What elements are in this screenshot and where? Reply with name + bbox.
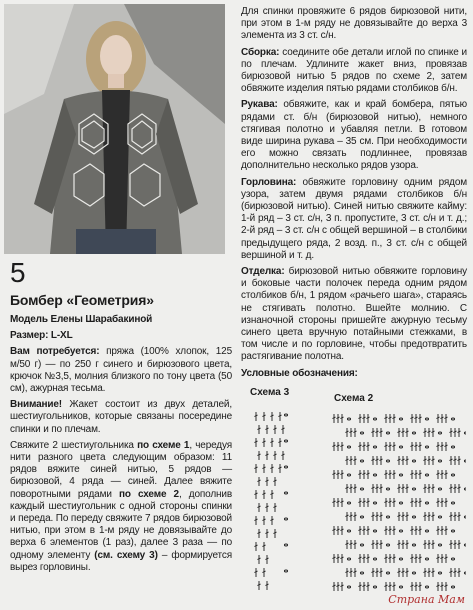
finishing-text: бирюзовой нитью обвяжите горловину и боковые части полочек переда одним рядом столбиков б/н, 1 рядом «рачьего шага», стараясь не стягивать полотно. Вшейте молнию. С изнаночной стороны пришейте ажурную тесьму синего цвета вручную потайными стежками, в том числе и по горловине, чтобы предотвратить растягивание полотна. (241, 266, 467, 363)
legend-heading: Условные обозначения: (241, 367, 358, 379)
woman-in-crochet-bomber-image (4, 4, 225, 254)
neckline-text: обвяжите горловину одним рядом узора, затем двумя рядами столбиков б/н (бирюзовой нитью). Синей нитью свяжите кайму: 1-й ряд – 3 ст. с/н, 3 п. пропустите, 3 ст. с/н и т. д.; 2-й ряд – 3 ст. с/н с общей вершиной – в столбики предыдущего ряда, 2 возд. п., 3 ст. с/н с общей вершиной и т. д. (241, 176, 467, 261)
scheme1-ref: по схеме 1 (137, 439, 190, 451)
model-author: Модель Елены Шарабакиной (10, 314, 153, 325)
assembly-label: Сборка: (241, 46, 280, 58)
sleeves-text: обвяжите, как и край бомбера, пятью рядами ст. б/н (бирюзовой нитью), немного стягивая полотно и убавляя петли. В готовом виде ширина рукава – 35 см. При необходимости его можно связать подлиннее, провязав дополнительно несколько рядов узора. (241, 99, 467, 172)
sleeves-label: Рукава: (241, 99, 278, 111)
scheme2-ref: по схеме 2 (118, 488, 179, 500)
crochet-charts (246, 387, 466, 601)
materials-label: Вам потребуется: (10, 346, 100, 358)
scheme3-ref: (см. схему 3) (94, 549, 158, 561)
attention-text: Жакет состоит из двух деталей, шестиугольников, которые связаны посередине спинки и по плечам. (10, 399, 232, 435)
instructions-text-2: , чередуя нити разного цвета следующим образом: 11 рядов вяжите синей нитью, 5 рядов — бирюзовой, 4 ряда — синей. Далее вяжите поворотными рядами (10, 439, 232, 500)
model-photo (4, 4, 225, 254)
finishing-label: Отделка: (241, 266, 285, 278)
assembly-paragraph (241, 47, 467, 96)
back-paragraph: Для спинки провяжите 6 рядов бирюзовой нити, при этом в 1-м ряду не довязывайте до верха 3 элемента из 3 ст. с/н. (241, 6, 467, 42)
scheme3-label: Схема 3 (250, 387, 290, 398)
left-column (10, 292, 232, 578)
instructions-text-3: , дополнив каждый шестиугольник с одной стороны спинки и переда. По переду свяжите 7 рядов бирюзовой нитью, при этом в 1-м ряду не довязывайте до верха 6 элементов (1 раз), далее 3 раза — по одному элементу (10, 488, 233, 561)
neckline-label: Горловина: (241, 176, 297, 188)
instructions-text-1: Свяжите 2 шестиугольника (10, 439, 138, 451)
watermark: Страна Мам (388, 593, 465, 606)
instructions-paragraph (10, 440, 232, 574)
scheme2-label: Схема 2 (334, 393, 374, 404)
attention-label: Внимание! (10, 399, 62, 411)
sleeves-paragraph (241, 99, 467, 172)
pattern-number: 5 (10, 257, 26, 288)
instructions-text-4: – формируется вырез горловины. (10, 549, 232, 573)
right-column (241, 6, 467, 380)
finishing-paragraph (241, 266, 467, 364)
crochet-chart-diagram (246, 387, 466, 601)
materials-paragraph (10, 346, 232, 395)
size-line: Размер: L-XL (10, 330, 73, 342)
materials-text: пряжа (100% хлопок, 125 м/50 г) — по 250 г синего и бирюзового цвета, крючок №3,5, молния близкого по тону цвета (50 см), ажурная тесьма. (10, 346, 232, 395)
assembly-text: соедините обе детали иглой по спинке и по плечам. Удлините жакет вниз, провязав бирюзовой нитью 5 рядов по схеме 2, затем обвяжите изделия пятью рядами столбиков б/н. (241, 46, 467, 95)
neckline-paragraph (241, 177, 467, 262)
attention-paragraph (10, 399, 232, 436)
pattern-title: Бомбер «Геометрия» (10, 292, 154, 308)
